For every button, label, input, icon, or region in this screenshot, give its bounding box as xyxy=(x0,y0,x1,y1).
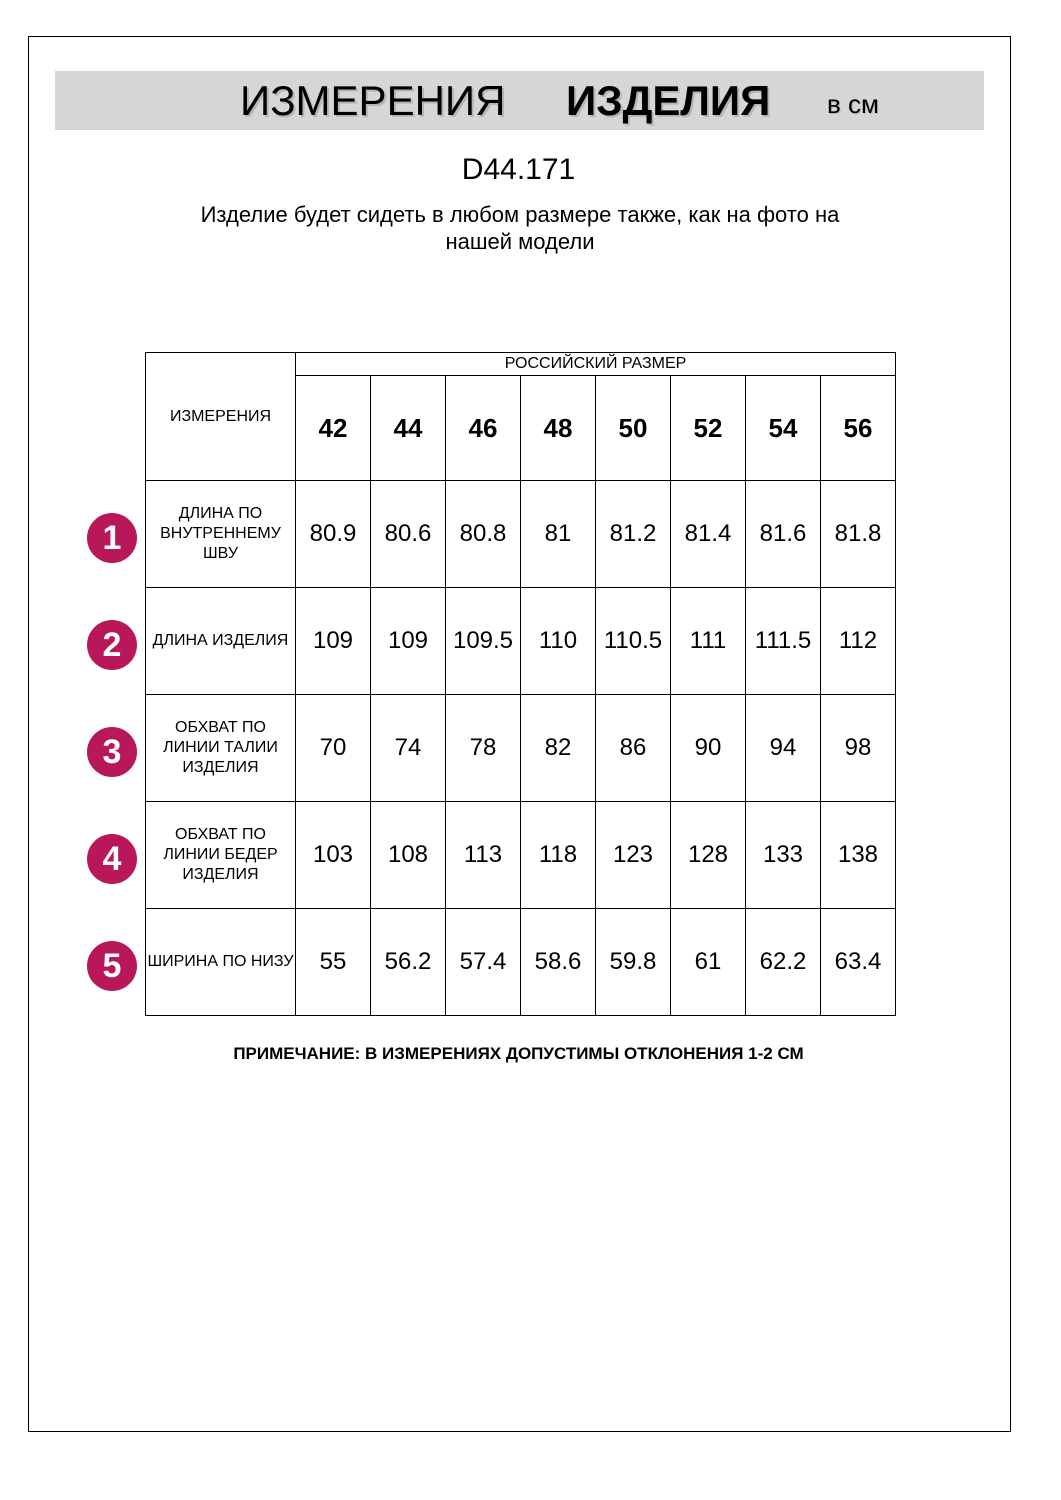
size-cell: 42 xyxy=(296,376,371,481)
value-cell: 128 xyxy=(671,802,746,909)
footnote: ПРИМЕЧАНИЕ: В ИЗМЕРЕНИЯХ ДОПУСТИМЫ ОТКЛОНЕНИЯ 1-2 СМ xyxy=(233,1044,804,1063)
value-cell: 90 xyxy=(671,695,746,802)
value-cell: 133 xyxy=(746,802,821,909)
value-cell: 78 xyxy=(446,695,521,802)
size-cell: 48 xyxy=(521,376,596,481)
value-cell: 110.5 xyxy=(596,588,671,695)
value-cell: 74 xyxy=(371,695,446,802)
size-cell: 54 xyxy=(746,376,821,481)
table-row xyxy=(146,802,896,909)
number-badge: 2 xyxy=(87,620,137,670)
size-cell: 52 xyxy=(671,376,746,481)
table-row xyxy=(146,695,896,802)
title-measurements: ИЗМЕРЕНИЯ xyxy=(240,77,506,124)
number-badge: 1 xyxy=(87,513,137,563)
value-cell: 123 xyxy=(596,802,671,909)
title-product: ИЗДЕЛИЯ xyxy=(566,77,771,124)
size-cell: 46 xyxy=(446,376,521,481)
value-cell: 113 xyxy=(446,802,521,909)
size-table xyxy=(145,352,896,1016)
value-cell: 111 xyxy=(671,588,746,695)
row-label: ДЛИНА ИЗДЕЛИЯ xyxy=(146,588,296,695)
value-cell: 98 xyxy=(821,695,896,802)
row-label: ОБХВАТ ПО ЛИНИИ БЕДЕР ИЗДЕЛИЯ xyxy=(146,802,296,909)
table-row xyxy=(146,909,896,1016)
value-cell: 86 xyxy=(596,695,671,802)
measurements-header: ИЗМЕРЕНИЯ xyxy=(146,353,296,481)
value-cell: 80.9 xyxy=(296,481,371,588)
table-row xyxy=(146,481,896,588)
value-cell: 81.8 xyxy=(821,481,896,588)
row-label: ШИРИНА ПО НИЗУ xyxy=(146,909,296,1016)
value-cell: 138 xyxy=(821,802,896,909)
value-cell: 81 xyxy=(521,481,596,588)
value-cell: 63.4 xyxy=(821,909,896,1016)
value-cell: 94 xyxy=(746,695,821,802)
size-cell: 56 xyxy=(821,376,896,481)
value-cell: 58.6 xyxy=(521,909,596,1016)
title-unit: в см xyxy=(827,89,879,119)
value-cell: 56.2 xyxy=(371,909,446,1016)
value-cell: 81.4 xyxy=(671,481,746,588)
article-code: D44.171 xyxy=(461,153,576,186)
value-cell: 80.6 xyxy=(371,481,446,588)
row-label: ДЛИНА ПО ВНУТРЕННЕМУ ШВУ xyxy=(146,481,296,588)
value-cell: 70 xyxy=(296,695,371,802)
size-cell: 50 xyxy=(596,376,671,481)
value-cell: 103 xyxy=(296,802,371,909)
value-cell: 109 xyxy=(296,588,371,695)
value-cell: 112 xyxy=(821,588,896,695)
fit-subtitle: Изделие будет сидеть в любом размере также, как на фото на нашей модели xyxy=(200,202,840,254)
number-badge: 4 xyxy=(87,834,137,884)
number-badge: 5 xyxy=(87,941,137,991)
number-badge: 3 xyxy=(87,727,137,777)
value-cell: 109.5 xyxy=(446,588,521,695)
value-cell: 61 xyxy=(671,909,746,1016)
value-cell: 59.8 xyxy=(596,909,671,1016)
value-cell: 55 xyxy=(296,909,371,1016)
value-cell: 111.5 xyxy=(746,588,821,695)
row-label: ОБХВАТ ПО ЛИНИИ ТАЛИИ ИЗДЕЛИЯ xyxy=(146,695,296,802)
value-cell: 81.6 xyxy=(746,481,821,588)
russian-size-header: РОССИЙСКИЙ РАЗМЕР xyxy=(296,353,896,376)
value-cell: 110 xyxy=(521,588,596,695)
value-cell: 81.2 xyxy=(596,481,671,588)
value-cell: 108 xyxy=(371,802,446,909)
value-cell: 62.2 xyxy=(746,909,821,1016)
value-cell: 82 xyxy=(521,695,596,802)
table-row xyxy=(146,588,896,695)
value-cell: 57.4 xyxy=(446,909,521,1016)
value-cell: 118 xyxy=(521,802,596,909)
value-cell: 80.8 xyxy=(446,481,521,588)
size-cell: 44 xyxy=(371,376,446,481)
value-cell: 109 xyxy=(371,588,446,695)
